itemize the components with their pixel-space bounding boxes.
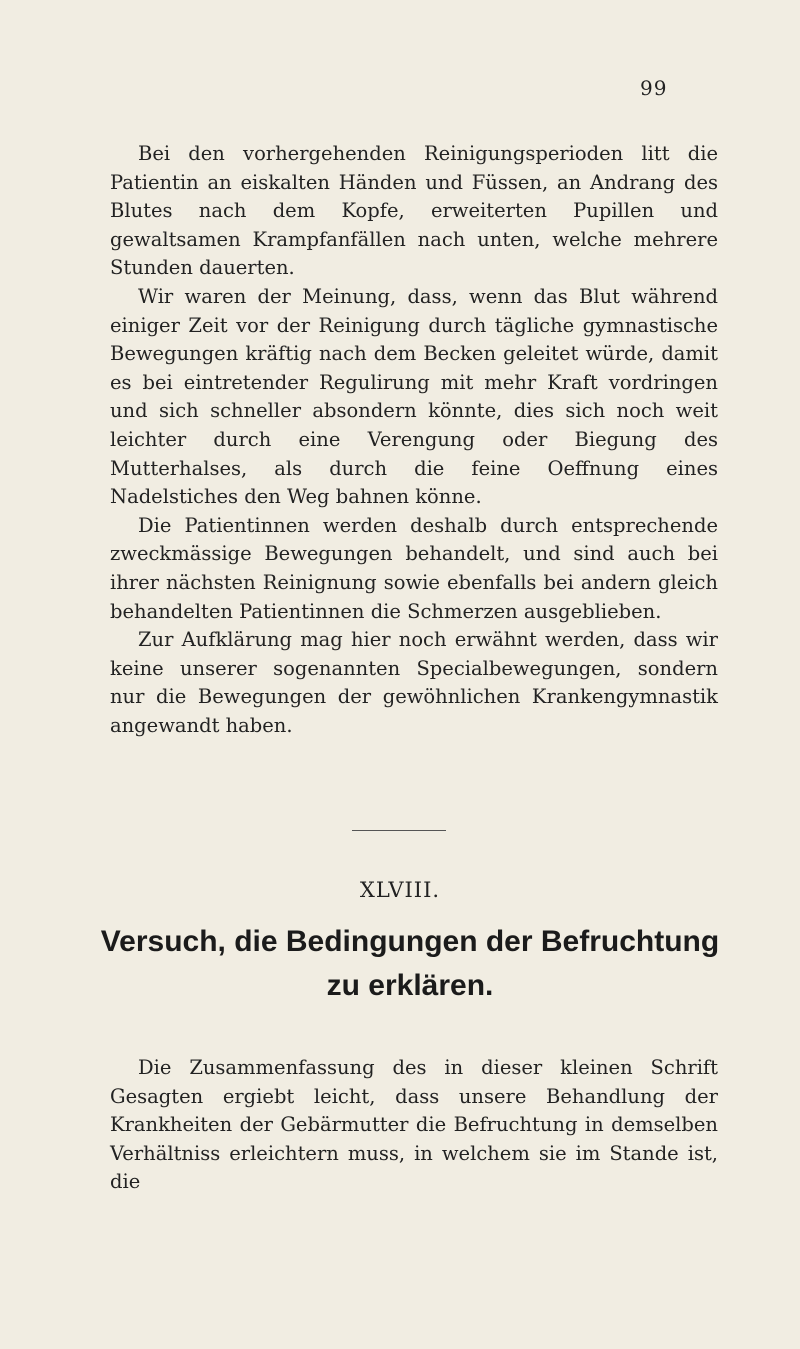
- body-text-bottom: [110, 1054, 718, 1197]
- section-divider: [352, 830, 446, 831]
- body-text-top: [110, 140, 718, 740]
- paragraph-3: Die Patientinnen werden deshalb durch entsprechende zweckmässige Bewegungen behandelt, und sind auch bei ihrer nächsten Reinignung sowie ebenfalls bei andern gleich behandelten Patientinnen die Schmerzen ausgeblieben.: [110, 513, 718, 623]
- paragraph-2: Wir waren der Meinung, dass, wenn das Blut während einiger Zeit vor der Reinigung durch tägliche gymnastische Bewegungen kräftig nach dem Becken geleitet würde, damit es bei eintretender Regulirung mit mehr Kraft vordringen und sich schneller absondern könnte, dies sich noch weit leichter durch eine Verengung oder Biegung des Mutterhalses, als durch die feine Oeffnung eines Nadelstiches den Weg bahnen könne.: [110, 284, 718, 509]
- paragraph-5: Die Zusammenfassung des in dieser kleinen Schrift Gesagten ergiebt leicht, dass unsere Behandlung der Krankheiten der Gebärmutter die Befruchtung in demselben Verhältniss erleichtern muss, in welchem sie im Stande ist, die: [110, 1056, 718, 1194]
- page-number: 99: [640, 76, 668, 100]
- chapter-title: Versuch, die Bedingungen der Befruchtung zu erklären.: [100, 925, 720, 1002]
- paragraph-1: Bei den vorhergehenden Reinigungsperioden litt die Patientin an eiskalten Händen und Füssen, an Andrang des Blutes nach dem Kopfe, erweiterten Pupillen und gewaltsamen Krampfanfällen nach unten, welche mehrere Stunden dauerten.: [110, 142, 718, 280]
- paragraph-4: Zur Aufklärung mag hier noch erwähnt werden, dass wir keine unserer sogenannten Specialbewegungen, sondern nur die Bewegungen der gewöhnlichen Krankengymnastik angewandt haben.: [110, 628, 718, 737]
- chapter-number: XLVIII.: [359, 878, 441, 902]
